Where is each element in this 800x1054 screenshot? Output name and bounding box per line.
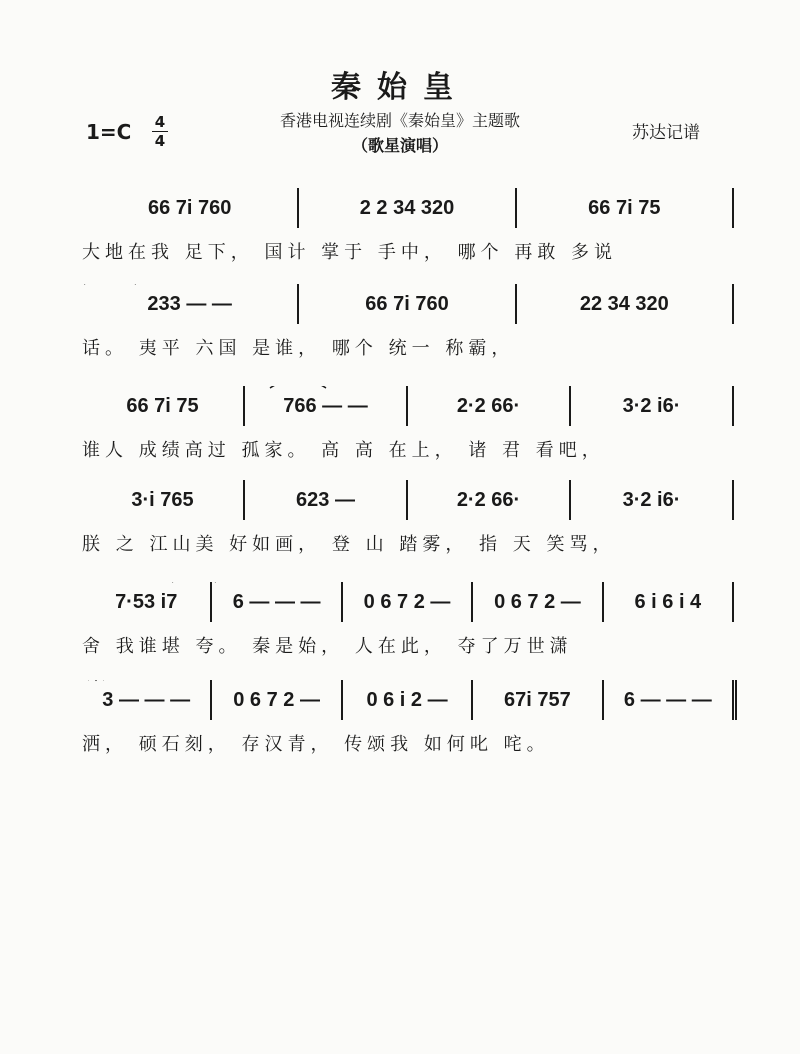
measure: 0 6 7 2 —	[210, 680, 340, 720]
lyrics-line: 朕 之 江山美 好如画， 登 山 踏雾， 指 天 笑骂，	[82, 534, 616, 555]
measure: 67i 757	[471, 680, 601, 720]
key-signature: 1=C	[86, 120, 132, 144]
measure: 3 — — —	[102, 688, 191, 711]
notation-line	[82, 680, 737, 720]
notation-line	[82, 480, 734, 520]
score-row-6	[0, 680, 800, 770]
transcriber-credit: 苏达记谱	[632, 123, 700, 143]
score-row-5	[0, 582, 800, 672]
song-title: 秦始皇	[331, 70, 469, 105]
time-signature-top: 4	[154, 113, 166, 131]
measure: 6 i 6 i 4	[602, 582, 732, 622]
measure: 623 —	[243, 480, 406, 520]
lyrics-line: 谁人 成绩高过 孤家。 高 高 在上， 诸 君 看吧，	[82, 440, 605, 461]
measure: 3·2 i6·	[569, 480, 732, 520]
score-row-3	[0, 386, 800, 476]
measure: 0 6 i 2 —	[341, 680, 471, 720]
score-row-2	[0, 284, 800, 374]
notation-line	[82, 188, 734, 228]
measure: 66 7i 760	[147, 196, 232, 219]
measure: 6 — — —	[210, 582, 340, 622]
lyrics-line: 大地在我 足下， 国计 掌于 手中， 哪个 再敢 多说	[82, 242, 618, 263]
measure: 766 — —	[243, 386, 406, 426]
time-signature	[152, 114, 168, 149]
measure: 3·2 i6·	[569, 386, 732, 426]
lyrics-line: 话。 夷平 六国 是谁， 哪个 统一 称霸，	[82, 338, 515, 359]
measure: 66 7i 75	[126, 394, 199, 417]
measure: 0 6 7 2 —	[341, 582, 471, 622]
measure: 2 2 34 320	[297, 188, 514, 228]
measure: 233 — —	[147, 292, 232, 315]
measure: 22 34 320	[515, 284, 732, 324]
measure: 3·i 765	[131, 488, 194, 511]
measure: 6 — — —	[602, 680, 732, 720]
measure: 0 6 7 2 —	[471, 582, 601, 622]
lyrics-line: 洒， 硕石刻， 存汉青， 传颂我 如何叱 咤。	[82, 734, 550, 755]
measure: 2·2 66·	[406, 386, 569, 426]
score-row-4	[0, 480, 800, 570]
lyrics-line: 舍 我谁堪 夸。 秦是始， 人在此， 夺了万世潇	[82, 636, 573, 657]
measure: 66 7i 75	[515, 188, 732, 228]
time-signature-bottom: 4	[154, 132, 166, 150]
measure: 7·53 i7	[115, 590, 178, 613]
measure: 66 7i 760	[297, 284, 514, 324]
song-subtitle: 香港电视连续剧《秦始皇》主题歌	[279, 111, 520, 130]
notation-line	[82, 386, 734, 426]
notation-line	[82, 284, 734, 324]
singer-note: （歌星演唱）	[351, 136, 448, 155]
notation-line	[82, 582, 734, 622]
score-row-1	[0, 188, 800, 278]
measure: 2·2 66·	[406, 480, 569, 520]
